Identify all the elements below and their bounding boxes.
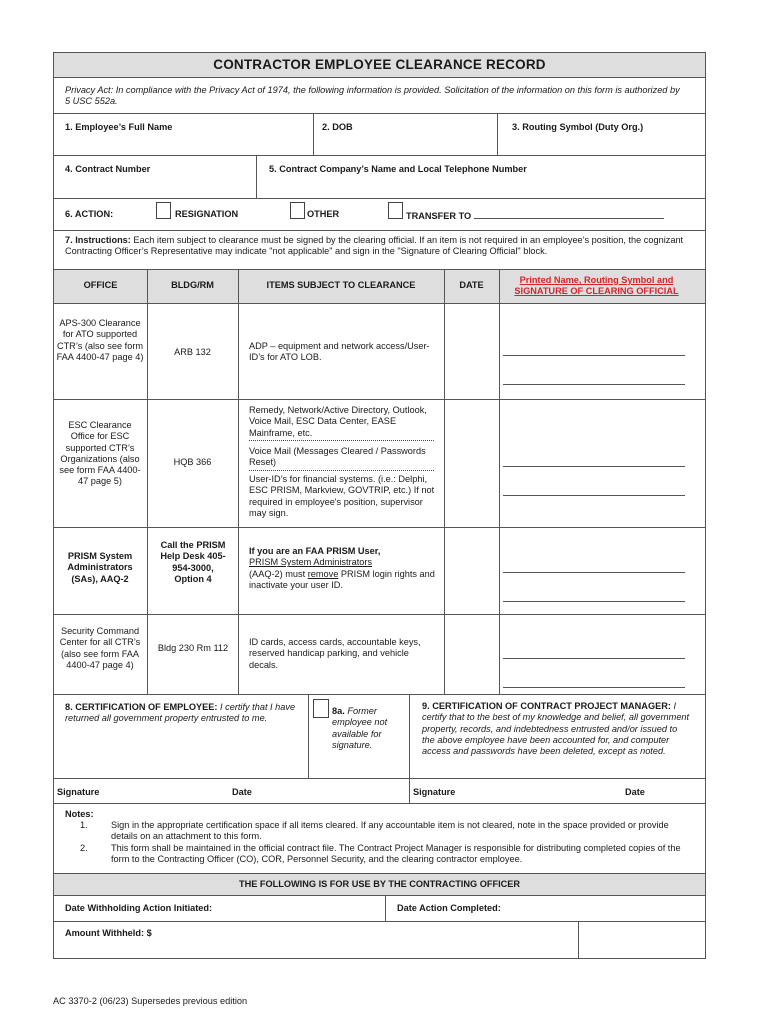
contract-number-label: 4. Contract Number xyxy=(65,164,151,174)
row2-signature-line-2[interactable] xyxy=(503,495,685,496)
row4-signature-line-2[interactable] xyxy=(503,687,685,688)
row1-bldg: ARB 132 xyxy=(174,347,211,357)
row2-item-b: Voice Mail (Messages Cleared / Passwords Reset) xyxy=(249,446,426,468)
action-label: 6. ACTION: xyxy=(65,209,114,219)
amount-withheld-label: Amount Withheld: $ xyxy=(65,928,152,938)
privacy-statement: Privacy Act: In compliance with the Privacy Act of 1974, the following information is provided. Solicitation of the information on this form is authorized by 5 USC 552a. xyxy=(65,85,680,107)
transfer-checkbox[interactable] xyxy=(388,202,403,219)
dob-label: 2. DOB xyxy=(322,122,353,132)
row3-bldg: Call the PRISM Help Desk 405-954-3000, Option 4 xyxy=(160,540,226,584)
cert9-text: I certify that to the best of my knowledge and belief, all government property, records, and indebtedness entrusted and/or issued to the above employee have been accounted for, and computer access and passwords have been deleted, except as noted. xyxy=(422,701,690,757)
date-label-manager: Date xyxy=(625,787,645,797)
header-items: ITEMS SUBJECT TO CLEARANCE xyxy=(266,280,416,290)
row3-signature-line-1[interactable] xyxy=(503,572,685,573)
header-bldg: BLDG/RM xyxy=(171,280,214,290)
cert9-lead: 9. CERTIFICATION OF CONTRACT PROJECT MANAGER: xyxy=(422,701,671,711)
cert9-block xyxy=(422,701,692,757)
signature-label-manager: Signature xyxy=(413,787,456,797)
other-checkbox[interactable] xyxy=(290,202,305,219)
instructions-text: Each item subject to clearance must be signed by the clearing official. If an item is not required in an employee’s position, the cognizant Contracting Officer’s Representative may indicate "not applicable" and sign in the "Signature of Clearing Official" block. xyxy=(65,235,684,257)
row2-item-a: Remedy, Network/Active Directory, Outlook, Voice Mail, ESC Data Center, EASE Mainframe, etc. xyxy=(249,405,427,438)
date-label-employee: Date xyxy=(232,787,252,797)
cert8a-text: Former employee not available for signature. xyxy=(332,706,388,750)
row3-items-e: PRISM login rights and inactivate your user ID. xyxy=(249,568,435,590)
row3-items-a: If you are an FAA PRISM User, xyxy=(249,546,381,556)
employee-name-label: 1. Employee’s Full Name xyxy=(65,122,173,132)
resignation-checkbox[interactable] xyxy=(156,202,171,219)
form-footer: AC 3370-2 (06/23) Supersedes previous edition xyxy=(53,996,248,1006)
row2-item-c: User-ID’s for financial systems. (i.e.: Delphi, ESC PRISM, Markview, GOVTRIP, etc.) If not required in employee's position, supervisor may sign. xyxy=(249,474,435,518)
note-1-number: 1. xyxy=(80,820,88,830)
cert8a-block xyxy=(332,706,402,751)
row2-signature-line-1[interactable] xyxy=(503,466,685,467)
completed-date-label: Date Action Completed: xyxy=(397,903,501,913)
row4-signature-line-1[interactable] xyxy=(503,658,685,659)
co-section-heading: THE FOLLOWING IS FOR USE BY THE CONTRACTING OFFICER xyxy=(238,879,521,889)
row2-bldg: HQB 366 xyxy=(173,457,212,467)
row1-signature-line-2[interactable] xyxy=(503,384,685,385)
row3-items-b: PRISM System Administrators xyxy=(249,557,373,568)
row4-office: Security Command Center for all CTR’s (also see form FAA 4400-47 page 4) xyxy=(59,626,141,670)
signature-label-employee: Signature xyxy=(57,787,100,797)
note-2-number: 2. xyxy=(80,843,88,853)
transfer-label: TRANSFER TO xyxy=(406,211,472,221)
row3-items-c: (AAQ-2) must xyxy=(249,568,306,579)
notes-heading: Notes: xyxy=(65,809,94,819)
row3-items xyxy=(249,546,439,591)
header-date: DATE xyxy=(459,280,484,290)
cert8-lead: 8. CERTIFICATION OF EMPLOYEE: xyxy=(65,702,218,712)
transfer-field[interactable] xyxy=(406,209,664,222)
header-office: OFFICE xyxy=(83,280,118,290)
routing-symbol-label: 3. Routing Symbol (Duty Org.) xyxy=(512,122,644,132)
instructions-lead: 7. Instructions: xyxy=(65,235,131,245)
row2-office: ESC Clearance Office for ESC supported CTR’s Organizations (also see form FAA 4400-47 page 5) xyxy=(59,420,141,487)
transfer-line xyxy=(474,209,664,219)
row3-office: PRISM System Administrators (SAs), AAQ-2 xyxy=(67,551,133,584)
withholding-date-label: Date Withholding Action Initiated: xyxy=(65,903,213,913)
header-signature: Printed Name, Routing Symbol and SIGNATURE OF CLEARING OFFICIAL xyxy=(514,275,679,297)
note-2-text: This form shall be maintained in the official contract file. The Contract Project Manager is responsible for distributing completed copies of the form to the Contracting Officer (CO), COR, Personnel Security, and the clearing contractor employee. xyxy=(111,843,681,865)
row3-signature-line-2[interactable] xyxy=(503,601,685,602)
row1-items: ADP – equipment and network access/User-ID’s for ATO LOB. xyxy=(249,341,430,363)
form-title: CONTRACTOR EMPLOYEE CLEARANCE RECORD xyxy=(213,57,546,72)
row3-items-d: remove xyxy=(307,568,339,579)
instructions xyxy=(65,235,695,258)
other-label: OTHER xyxy=(307,209,340,219)
company-label: 5. Contract Company’s Name and Local Telephone Number xyxy=(269,164,527,174)
former-employee-checkbox[interactable] xyxy=(313,699,329,718)
note-1-text: Sign in the appropriate certification space if all items cleared. If any accountable item is not cleared, note in the space provided or provide details on an attachment to this form. xyxy=(111,820,669,842)
row1-office: APS-300 Clearance for ATO supported CTR’s (also see form FAA 4400-47 page 4) xyxy=(56,318,144,362)
row1-signature-line-1[interactable] xyxy=(503,355,685,356)
row4-bldg: Bldg 230 Rm 112 xyxy=(157,643,229,653)
cert8-block xyxy=(65,702,300,725)
resignation-label: RESIGNATION xyxy=(175,209,239,219)
cert8a-lead: 8a. xyxy=(332,706,345,716)
cert8-text: I certify that I have returned all government property entrusted to me. xyxy=(65,702,296,724)
row4-items: ID cards, access cards, accountable keys, reserved handicap parking, and vehicle decals. xyxy=(249,637,421,670)
